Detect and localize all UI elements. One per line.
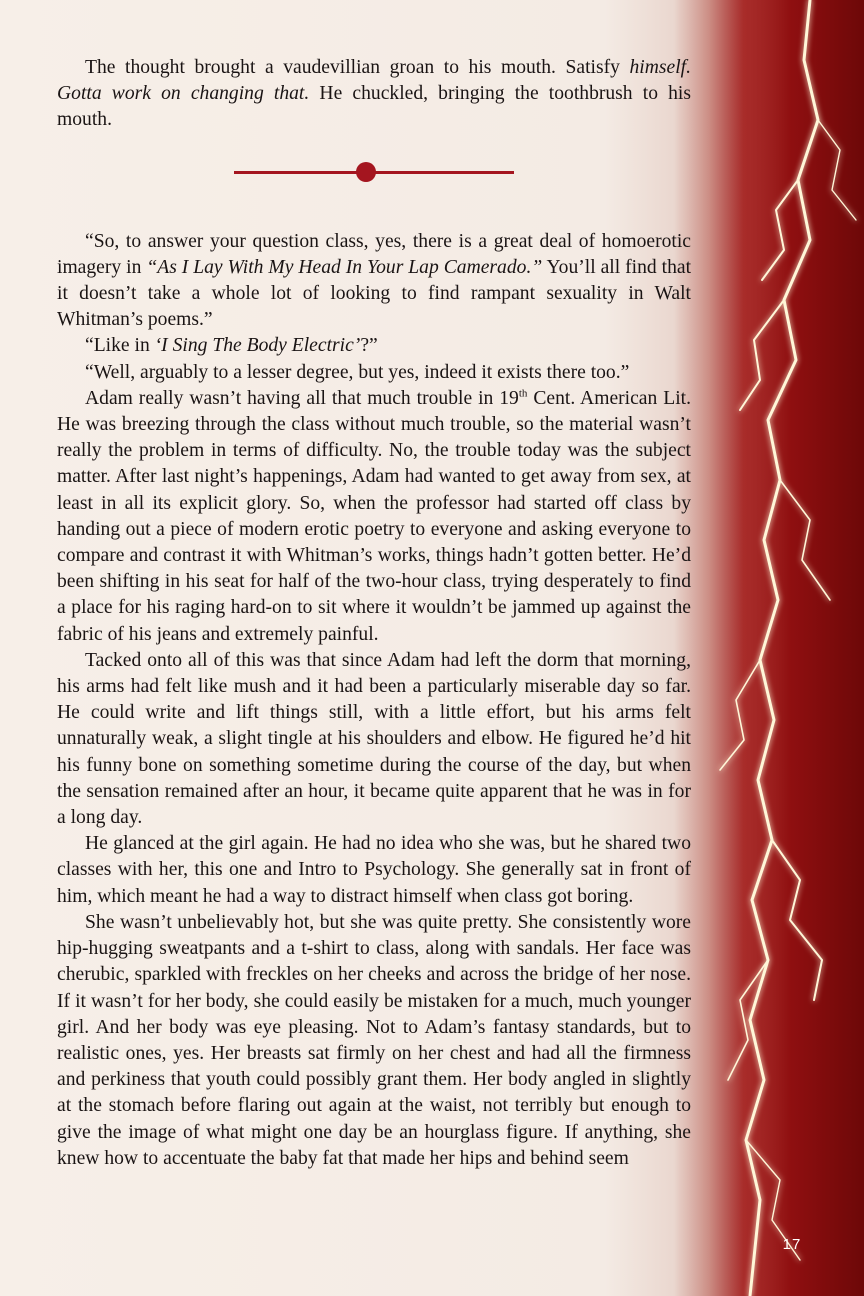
paragraph-text: Tacked onto all of this was that since Adam had left the dorm that morning, his arms had felt like mush and it had been a particularly miserable day so far. He could write and lift things still, with a little effort, but his arms felt unnaturally weak, a slight tingle at his shoulders and elbow. He figured he’d hit his funny bone on something sometime during the course of the day, but when the sensation remained after an hour, it became quite apparent that he was in for a long day. — [57, 649, 691, 829]
paragraph-text: She wasn’t unbelievably hot, but she was quite pretty. She consistently wore hip-hugging sweatpants and a t-shirt to class, along with sandals. Her face was cherubic, sparkled with freckles on her cheeks and across the bridge of her nose. If it wasn’t for her body, she could easily be mistaken for a much, much younger girl. And her body was eye pleasing. Not to Adam’s fantasy standards, but to realistic ones, yes. Her breasts sat firmly on her chest and had all the firmness and perkiness that youth could possibly grant them. Her body angled in slightly at the stomach before flaring out again at the waist, not terribly but enough to give the image of what might one day be an hourglass figure. If anything, she knew how to accentuate the baby fat that made her hips and behind seem — [57, 911, 691, 1169]
paragraph-text: You’ll all find that it doesn’t take a whole lot of looking to find rampant sexuality in Walt Whitman’s poems.” — [57, 256, 692, 331]
paragraph-text: “So, to answer your question class, yes, there is a great deal of homoerotic imagery in — [57, 230, 691, 278]
paragraph-text: “Well, arguably to a lesser degree, but yes, indeed it exists there too.” — [85, 361, 630, 383]
paragraph-text: ?” — [360, 335, 378, 357]
paragraph — [57, 386, 691, 648]
section-gap — [57, 182, 691, 229]
paragraph — [57, 55, 691, 134]
paragraph-text: Adam really wasn’t having all that much trouble in 19 — [85, 387, 519, 409]
section-break-divider — [234, 162, 514, 182]
paragraph-text: The thought brought a vaudevillian groan to his mouth. Satisfy — [85, 57, 630, 78]
lightning-bolt-decoration — [680, 0, 864, 1296]
paragraph — [57, 910, 691, 1172]
paragraph — [57, 648, 691, 831]
paragraph-italic-text: himself. Gotta work on changing that. — [57, 57, 691, 105]
paragraph-italic-text: ‘I Sing The Body Electric’ — [154, 335, 361, 357]
paragraph — [57, 333, 691, 359]
page-number: 17 — [782, 1236, 802, 1253]
divider-dot-icon — [356, 162, 376, 182]
ordinal-superscript: th — [518, 387, 528, 400]
paragraph-text: He chuckled, bringing the toothbrush to his mouth. — [57, 83, 691, 131]
paragraph — [57, 360, 691, 386]
paragraph-italic-text: “As I Lay With My Head In Your Lap Camerado.” — [146, 256, 543, 278]
paragraph — [57, 229, 691, 334]
paragraph — [57, 831, 691, 910]
paragraph-text: “Like in — [85, 335, 155, 357]
body-text-column — [57, 55, 691, 1172]
paragraph-text: He glanced at the girl again. He had no idea who she was, but he shared two classes with her, this one and Intro to Psychology. She generally sat in front of him, which meant he had a way to distract himself when class got boring. — [57, 833, 691, 907]
paragraph-text: Cent. American Lit. He was breezing through the class without much trouble, so the material wasn’t really the problem in terms of difficulty. No, the trouble today was the subject matter. After last night’s happenings, Adam had wanted to get away from sex, at least in all its explicit glory. So, when the professor had started off class by handing out a piece of modern erotic poetry to everyone and asking everyone to compare and contrast it with Whitman’s works, things hadn’t gotten better. He’d been shifting in his seat for half of the two-hour class, trying desperately to find a place for his raging hard-on to sit where it wouldn’t be jammed up against the fabric of his jeans and extremely painful. — [57, 387, 691, 645]
